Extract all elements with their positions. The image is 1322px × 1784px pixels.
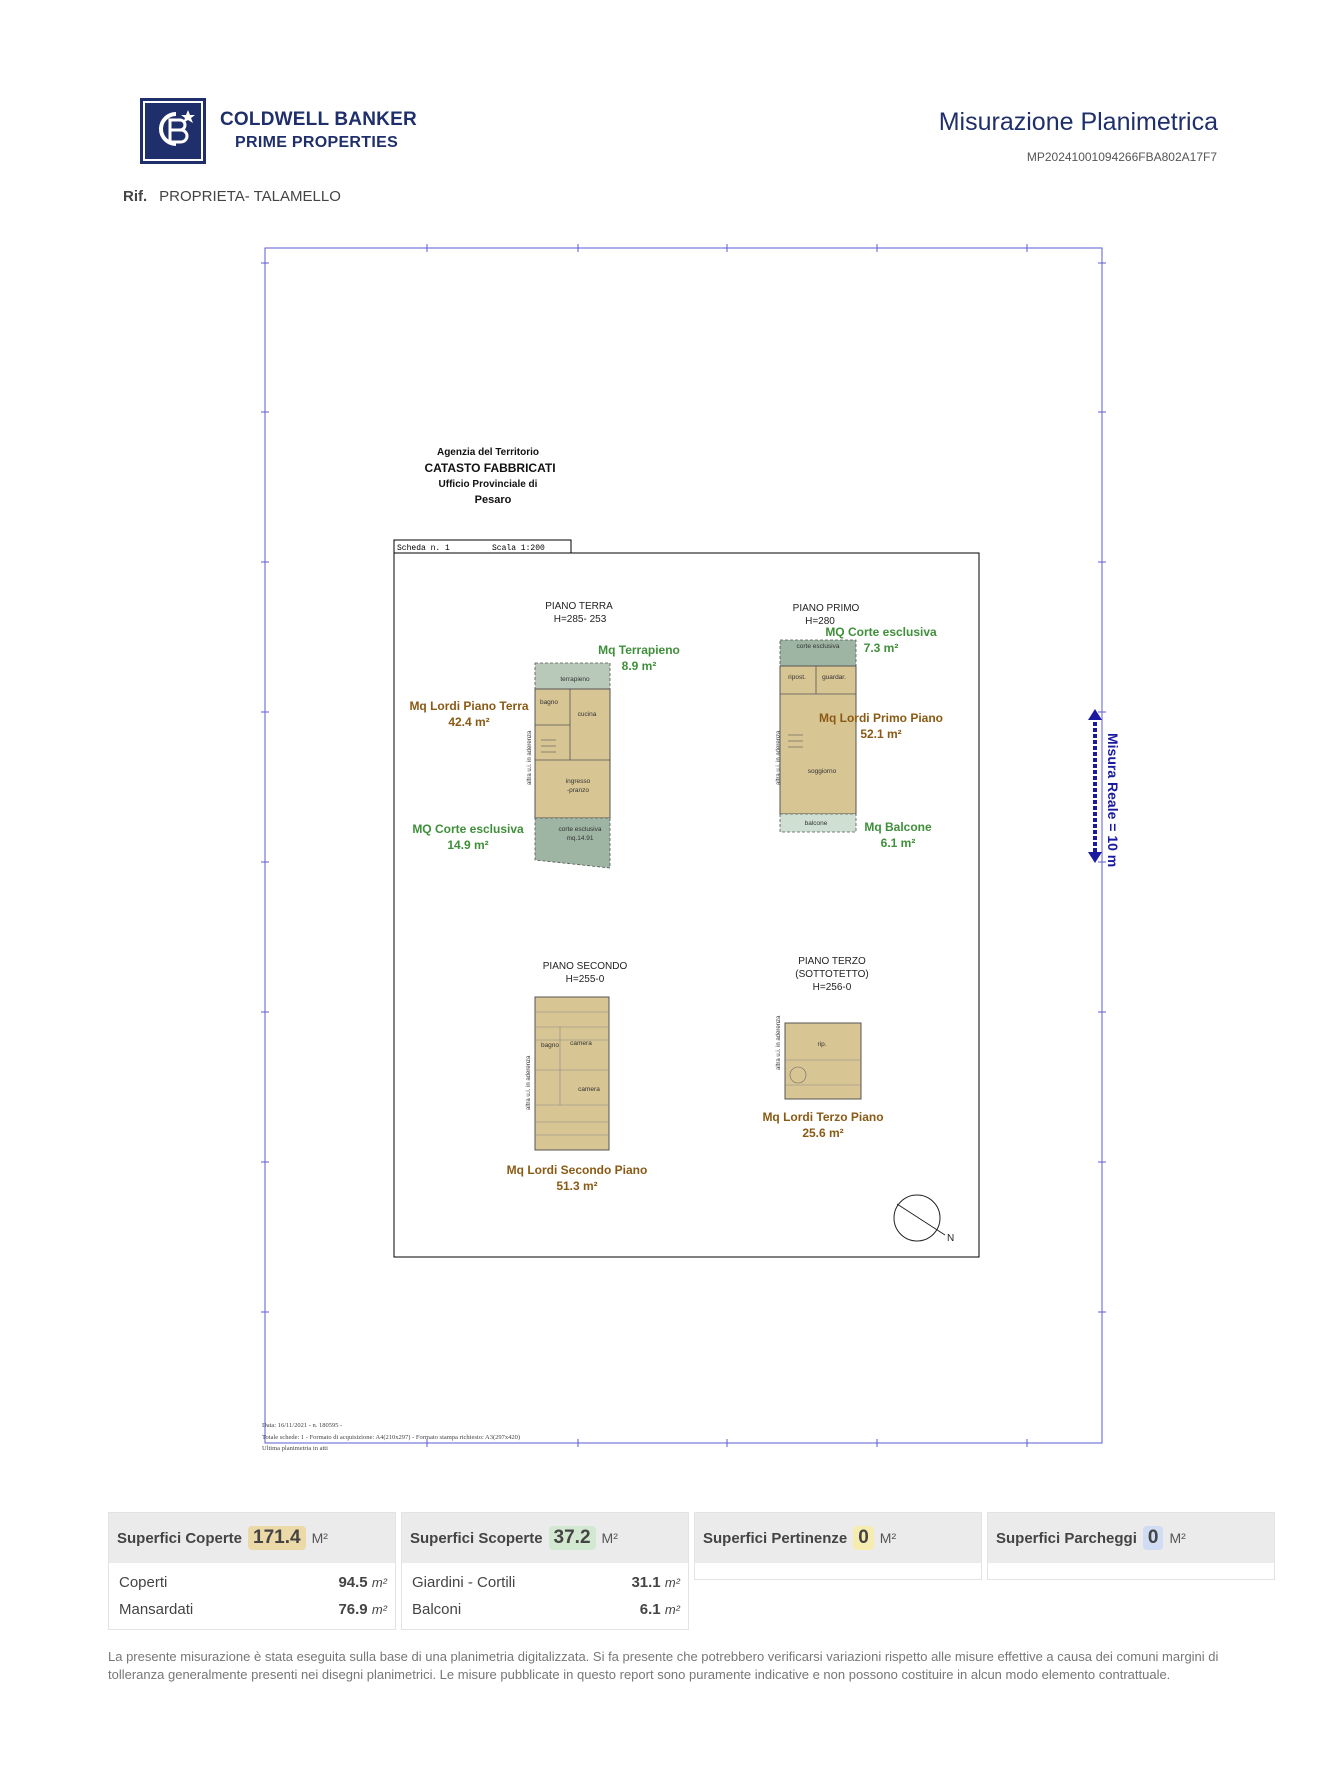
summary-card-total: 37.2 — [549, 1526, 596, 1550]
label-terrapieno-title: Mq Terrapieno — [598, 643, 680, 657]
label-lordi-secondo-value: 51.3 m² — [556, 1179, 598, 1193]
summary-card-header — [109, 1513, 395, 1563]
summary-card-total: 0 — [1143, 1526, 1164, 1550]
agency-line2: CATASTO FABBRICATI — [424, 461, 556, 475]
summary-card — [401, 1512, 689, 1630]
room-soggiorno: soggiorno — [807, 768, 837, 775]
summary-card-body — [402, 1563, 688, 1629]
summary-card-unit: M² — [311, 1530, 328, 1546]
room-rip: rip. — [817, 1041, 827, 1048]
summary-card-total: 171.4 — [248, 1526, 306, 1550]
room-balcone: balcone — [804, 820, 828, 827]
summary-row-label: Balconi — [412, 1601, 462, 1618]
plan-footnote-3: Ultima planimetria in atti — [262, 1445, 328, 1452]
summary-row-label: Giardini - Cortili — [412, 1574, 516, 1591]
room-camera1: camera — [570, 1040, 592, 1047]
label-lordi-primo-value: 52.1 m² — [860, 727, 902, 741]
summary-row-label: Mansardati — [119, 1601, 194, 1618]
piano-secondo-plan — [535, 997, 609, 1150]
floor-h-primo: H=280 — [805, 616, 835, 627]
summary-row-label: Coperti — [119, 1574, 168, 1591]
brand-subname: PRIME PROPERTIES — [235, 134, 399, 151]
summary-card-title: Superfici Pertinenze — [703, 1529, 848, 1547]
room-bagno: bagno — [539, 699, 559, 706]
summary-card-title: Superfici Parcheggi — [996, 1529, 1137, 1547]
summary-card-header — [402, 1513, 688, 1563]
summary-row-number: 76.9 — [338, 1601, 368, 1618]
floor-h-secondo: H=255-0 — [565, 974, 605, 985]
room-ingresso: ingresso — [565, 778, 591, 785]
summary-row-value — [631, 1574, 680, 1591]
adiacenza-primo: altra u.i. in aderenza — [776, 730, 782, 785]
room-camera2: camera — [578, 1086, 600, 1093]
scala-label: Scala 1:200 — [492, 544, 545, 553]
summary-card-unit: M² — [879, 1530, 897, 1546]
scheda-label: Scheda n. 1 — [397, 544, 450, 553]
summary-card-body — [695, 1563, 981, 1579]
summary-row-unit: m² — [371, 1575, 387, 1590]
summary-row-value — [338, 1574, 387, 1591]
measure-label: Misura Reale = 10 m — [1105, 733, 1121, 868]
room-corte2: corte esclusiva — [796, 643, 840, 650]
label-lordi-terra-value: 42.4 m² — [448, 715, 490, 729]
floor-title-terra: PIANO TERRA — [545, 601, 613, 612]
summary-row-value — [338, 1601, 387, 1618]
summary-card — [108, 1512, 396, 1630]
agency-header — [424, 447, 555, 506]
reference-value: PROPRIETA- TALAMELLO — [159, 188, 341, 205]
summary-row-value — [640, 1601, 680, 1618]
report-code: MP20241001094266FBA802A17F7 — [1026, 150, 1217, 164]
plan-footnote-1: Data: 16/11/2021 - n. 180595 - — [262, 1422, 343, 1429]
agency-line3: Ufficio Provinciale di — [438, 479, 538, 490]
summary-row-number: 31.1 — [631, 1574, 661, 1591]
measure-scale-icon — [1088, 709, 1102, 863]
summary-row-unit: m² — [664, 1602, 680, 1617]
label-corte-terra-value: 14.9 m² — [447, 838, 489, 852]
adiacenza-terra: altra u.i. in aderenza — [527, 730, 533, 785]
adiacenza-secondo: altra u.i. in aderenza — [526, 1055, 532, 1110]
room-corte1-mq: mq.14.91 — [566, 835, 594, 842]
floor-sub-terzo: (SOTTOTETTO) — [795, 969, 869, 980]
label-lordi-primo-title: Mq Lordi Primo Piano — [818, 711, 944, 725]
summary-row-unit: m² — [664, 1575, 680, 1590]
label-lordi-secondo-title: Mq Lordi Secondo Piano — [506, 1163, 648, 1177]
floor-title-terzo: PIANO TERZO — [798, 956, 866, 967]
summary-card-title: Superfici Scoperte — [410, 1529, 543, 1547]
room-cucina: cucina — [577, 711, 597, 718]
agency-line4: Pesaro — [474, 494, 512, 506]
floor-title-secondo: PIANO SECONDO — [542, 961, 628, 972]
agency-line1: Agenzia del Territorio — [436, 447, 540, 458]
brand-name: COLDWELL BANKER — [220, 109, 417, 130]
reference-label: Rif. — [123, 188, 148, 205]
summary-card-title: Superfici Coperte — [117, 1529, 243, 1547]
label-balcone-title: Mq Balcone — [864, 820, 932, 834]
summary-card-header — [695, 1513, 981, 1563]
summary-row — [119, 1569, 387, 1596]
summary-row-unit: m² — [371, 1602, 387, 1617]
room-ripost: ripost. — [788, 674, 806, 681]
room-bagno2: bagno — [540, 1042, 560, 1049]
floor-h-terra: H=285- 253 — [553, 614, 607, 625]
piano-primo-plan — [780, 640, 856, 832]
summary-row — [119, 1596, 387, 1623]
plan-footnote-2: Totale schede: 1 - Formato di acquisizione: A4(210x297) - Formato stampa richiesto: A3(297x420) — [262, 1434, 521, 1441]
summary-card — [694, 1512, 982, 1580]
room-corte1: corte esclusiva — [558, 826, 602, 833]
summary-card — [987, 1512, 1275, 1580]
summary-card-body — [109, 1563, 395, 1629]
summary-row-number: 94.5 — [338, 1574, 368, 1591]
summary-card-unit: M² — [1169, 1530, 1186, 1546]
label-lordi-terzo-title: Mq Lordi Terzo Piano — [762, 1110, 884, 1124]
summary-card-body — [988, 1563, 1274, 1579]
summary-row — [412, 1596, 680, 1623]
floor-h-terzo: H=256-0 — [812, 982, 852, 993]
page-title: Misurazione Planimetrica — [938, 108, 1218, 136]
label-lordi-terra-title: Mq Lordi Piano Terra — [409, 699, 529, 713]
floor-title-primo: PIANO PRIMO — [792, 603, 860, 614]
north-label: N — [947, 1233, 955, 1244]
label-terrapieno-value: 8.9 m² — [621, 659, 657, 673]
disclaimer: La presente misurazione è stata eseguita sulla base di una planimetria digitalizzata. Si fa presente che potrebbero verificarsi variazioni rispetto alle misure effettive a causa dei comuni margini di tolleranza generalmente presenti nei disegni planimetrici. Le misure pubblicate in questo report sono puramente indicative e non possono costituire in alcun modo elemento contrattuale. — [108, 1649, 1219, 1682]
label-balcone-value: 6.1 m² — [880, 836, 916, 850]
summary-card-total: 0 — [853, 1526, 874, 1550]
room-terrapieno: terrapieno — [560, 676, 590, 683]
summary-card-header — [988, 1513, 1274, 1563]
adiacenza-terzo: altra u.i. in aderenza — [776, 1015, 782, 1070]
label-corte-terra-title: MQ Corte esclusiva — [412, 822, 524, 836]
label-lordi-terzo-value: 25.6 m² — [802, 1126, 844, 1140]
summary-card-unit: M² — [601, 1530, 618, 1546]
room-guardar: guardar. — [822, 674, 846, 681]
room-pranzo: -pranzo — [566, 787, 590, 794]
summary-row-number: 6.1 — [639, 1601, 661, 1618]
label-corte-primo-title: MQ Corte esclusiva — [825, 625, 937, 639]
plan-sheet — [394, 553, 979, 1257]
piano-terzo-plan — [785, 1023, 861, 1099]
label-corte-primo-value: 7.3 m² — [863, 641, 899, 655]
summary-row — [412, 1569, 680, 1596]
